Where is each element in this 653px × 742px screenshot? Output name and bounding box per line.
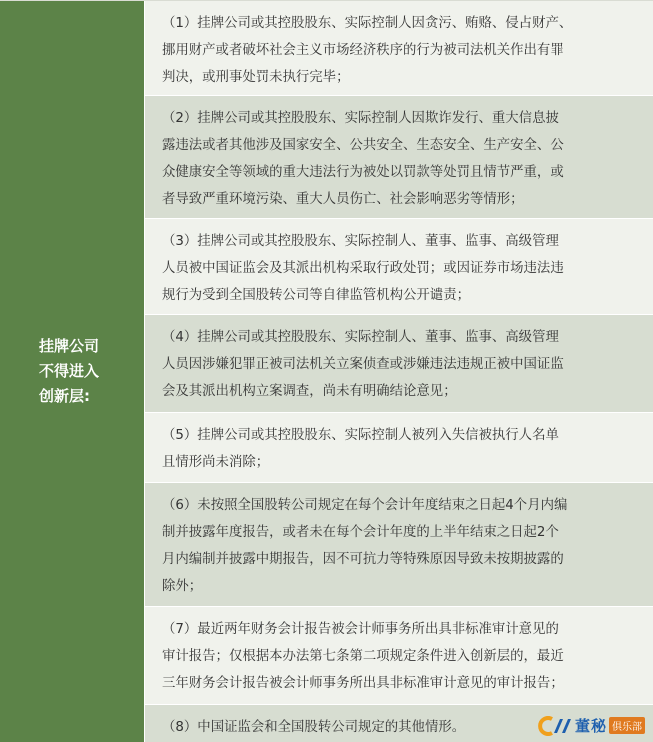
condition-row (145, 483, 653, 607)
condition-row (145, 96, 653, 219)
condition-text: 规行为受到全国股转公司等自律监管机构公开谴责； (162, 288, 470, 303)
condition-text: （1）挂牌公司或其控股股东、实际控制人因贪污、贿赂、侵占财产、 (162, 16, 573, 31)
condition-text: 人员因涉嫌犯罪正被司法机关立案侦查或涉嫌违法违规正被中国证监 (162, 357, 564, 372)
condition-row (145, 315, 653, 413)
condition-text: 月内编制并披露中期报告，因不可抗力等特殊原因导致未按期披露的 (162, 552, 564, 567)
category-cell (0, 1, 145, 742)
condition-text: 者导致严重环境污染、重大人员伤亡、社会影响恶劣等情形； (162, 192, 524, 207)
condition-text: （4）挂牌公司或其控股股东、实际控制人、董事、监事、高级管理 (162, 330, 559, 345)
condition-text: 三年财务会计报告被会计师事务所出具非标准审计意见的审计报告； (162, 676, 564, 691)
watermark-text: 董秘 (574, 717, 607, 735)
condition-row (145, 607, 653, 705)
condition-text: （7）最近两年财务会计报告被会计师事务所出具非标准审计意见的 (162, 622, 559, 637)
condition-text: （8）中国证监会和全国股转公司规定的其他情形。 (162, 720, 466, 735)
condition-text: （6）未按照全国股转公司规定在每个会计年度结束之日起4个月内编 (162, 498, 568, 513)
condition-text: （2）挂牌公司或其控股股东、实际控制人因欺诈发行、重大信息披 (162, 111, 559, 126)
condition-text: 人员被中国证监会及其派出机构采取行政处罚；或因证券市场违法违 (162, 261, 564, 276)
condition-text: 众健康安全等领域的重大违法行为被处以罚款等处罚且情节严重，或 (162, 165, 564, 180)
category-title (39, 334, 105, 409)
condition-text: 露违法或者其他涉及国家安全、公共安全、生态安全、生产安全、公 (162, 138, 564, 153)
watermark (538, 715, 645, 736)
condition-text: 制并披露年度报告，或者未在每个会计年度的上半年结束之日起2个 (162, 525, 559, 540)
condition-text: （5）挂牌公司或其控股股东、实际控制人被列入失信被执行人名单 (162, 428, 559, 443)
condition-text: 挪用财产或者破坏社会主义市场经济秩序的行为被司法机关作出有罪 (162, 43, 564, 58)
condition-text: 会及其派出机构立案调查，尚未有明确结论意见； (162, 384, 457, 399)
condition-text: 判决，或刑事处罚未执行完毕； (162, 70, 350, 85)
category-title-line: 创新层: (39, 387, 90, 405)
category-title-line: 不得进入 (39, 362, 100, 380)
watermark-badge: 俱乐部 (609, 717, 645, 734)
category-title-line: 挂牌公司 (39, 337, 100, 355)
condition-text: 且情形尚未消除； (162, 455, 270, 470)
condition-text: （3）挂牌公司或其控股股东、实际控制人、董事、监事、高级管理 (162, 234, 559, 249)
condition-row (145, 413, 653, 483)
club-logo-icon (538, 716, 572, 736)
conditions-list (145, 1, 653, 742)
condition-text: 除外； (162, 579, 203, 594)
condition-row (145, 219, 653, 315)
condition-row (145, 1, 653, 96)
condition-text: 审计报告；仅根据本办法第七条第二项规定条件进入创新层的，最近 (162, 649, 564, 664)
